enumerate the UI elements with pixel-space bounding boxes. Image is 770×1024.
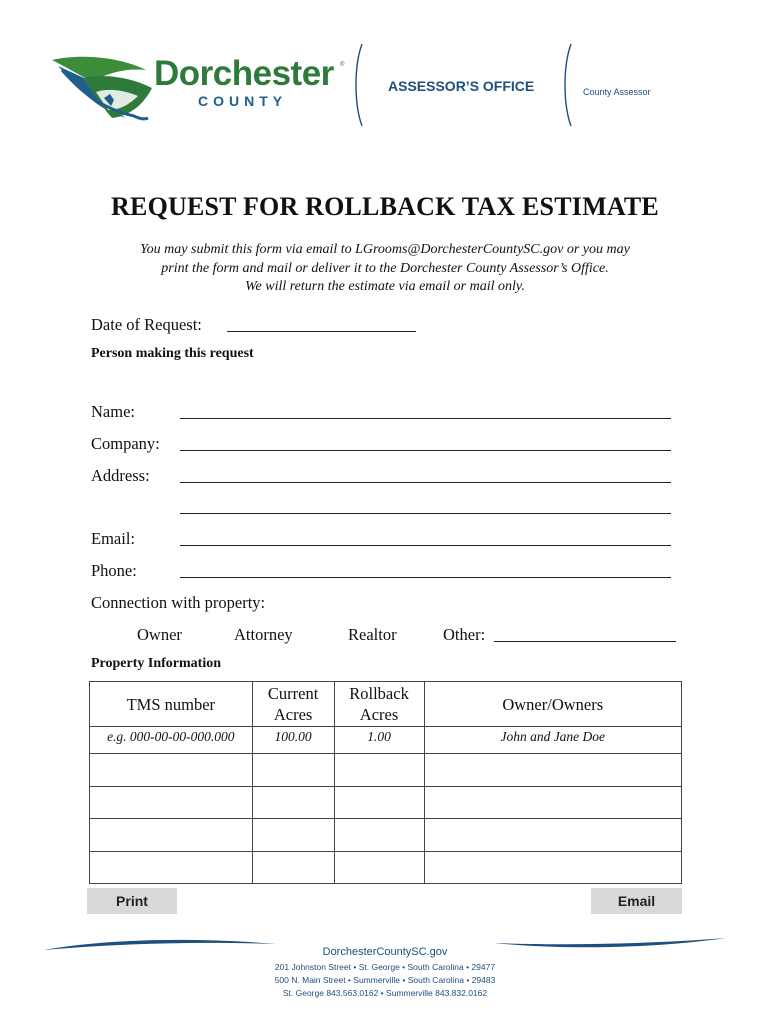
footer-address-line: 500 N. Main Street • Summerville • South Carolina • 29483 — [274, 975, 496, 985]
header-divider-right — [561, 42, 573, 128]
requester-heading: Person making this request — [91, 346, 254, 361]
current-acres-cell[interactable] — [252, 754, 334, 787]
leaf-emblem-icon — [48, 52, 168, 124]
form-instructions — [0, 241, 770, 297]
name-label: Name: — [91, 402, 135, 421]
email-field[interactable] — [180, 545, 671, 546]
logo-county-text: COUNTY — [198, 93, 288, 109]
name-field[interactable] — [180, 418, 671, 419]
property-table — [89, 681, 682, 884]
connection-option-owner[interactable]: Owner — [137, 625, 182, 644]
table-row — [90, 851, 682, 884]
tms-number-cell[interactable] — [90, 754, 253, 787]
dorchester-county-logo — [48, 52, 358, 124]
other-connection-field[interactable] — [494, 641, 676, 642]
column-header-owners: Owner/Owners — [424, 682, 681, 727]
table-header-row — [90, 682, 682, 727]
current-acres-cell[interactable] — [252, 851, 334, 884]
column-header-current-acres: Current Acres — [252, 682, 334, 727]
column-header-rollback-acres: Rollback Acres — [334, 682, 424, 727]
owners-cell[interactable] — [424, 754, 681, 787]
rollback-acres-cell[interactable] — [334, 819, 424, 852]
footer-phone-line: St. George 843.563.0162 • Summerville 843.832.0162 — [282, 988, 488, 998]
tms-number-cell[interactable] — [90, 819, 253, 852]
assessors-office-heading: ASSESSOR’S OFFICE — [388, 78, 535, 94]
connection-option-attorney[interactable]: Attorney — [234, 625, 293, 644]
footer-address-line: 201 Johnston Street • St. George • South Carolina • 29477 — [274, 962, 496, 972]
column-header-tms-number: TMS number — [90, 682, 253, 727]
address-field-line-1[interactable] — [180, 482, 671, 483]
company-label: Company: — [91, 434, 160, 453]
connection-option-other[interactable]: Other: — [443, 625, 486, 644]
date-of-request-field[interactable] — [227, 331, 416, 332]
phone-label: Phone: — [91, 561, 137, 580]
connection-label: Connection with property: — [91, 593, 266, 612]
email-label: Email: — [91, 529, 135, 548]
address-field-line-2[interactable] — [180, 513, 671, 514]
footer-website: DorchesterCountySC.gov — [322, 946, 448, 958]
table-row — [90, 754, 682, 787]
owners-cell[interactable] — [424, 819, 681, 852]
email-button[interactable]: Email — [591, 888, 682, 914]
logo-wordmark: Dorchester — [154, 54, 334, 93]
example-row — [90, 727, 682, 754]
date-of-request-label: Date of Request: — [91, 315, 202, 334]
tms-number-cell[interactable] — [90, 851, 253, 884]
header-divider-left — [352, 42, 364, 128]
example-owners: John and Jane Doe — [424, 727, 681, 754]
current-acres-cell[interactable] — [252, 786, 334, 819]
instruction-line: You may submit this form via email to LGrooms@DorchesterCountySC.gov or you may — [140, 242, 630, 257]
address-label: Address: — [91, 466, 150, 485]
county-assessor-label: County Assessor — [583, 87, 651, 97]
rollback-acres-cell[interactable] — [334, 851, 424, 884]
connection-option-realtor[interactable]: Realtor — [348, 625, 397, 644]
property-info-heading: Property Information — [91, 656, 221, 671]
print-button[interactable]: Print — [87, 888, 177, 914]
owners-cell[interactable] — [424, 786, 681, 819]
instruction-line: We will return the estimate via email or mail only. — [245, 279, 525, 294]
table-row — [90, 786, 682, 819]
tms-number-cell[interactable] — [90, 786, 253, 819]
instruction-line: print the form and mail or deliver it to the Dorchester County Assessor’s Office. — [161, 260, 609, 276]
phone-field[interactable] — [180, 577, 671, 578]
owners-cell[interactable] — [424, 851, 681, 884]
company-field[interactable] — [180, 450, 671, 451]
example-current-acres: 100.00 — [252, 727, 334, 754]
rollback-acres-cell[interactable] — [334, 786, 424, 819]
logo-trademark: ® — [340, 62, 345, 68]
example-rollback-acres: 1.00 — [334, 727, 424, 754]
form-title: REQUEST FOR ROLLBACK TAX ESTIMATE — [111, 192, 659, 221]
table-row — [90, 819, 682, 852]
current-acres-cell[interactable] — [252, 819, 334, 852]
rollback-acres-cell[interactable] — [334, 754, 424, 787]
example-tms-number: e.g. 000-00-00-000.000 — [90, 727, 253, 754]
